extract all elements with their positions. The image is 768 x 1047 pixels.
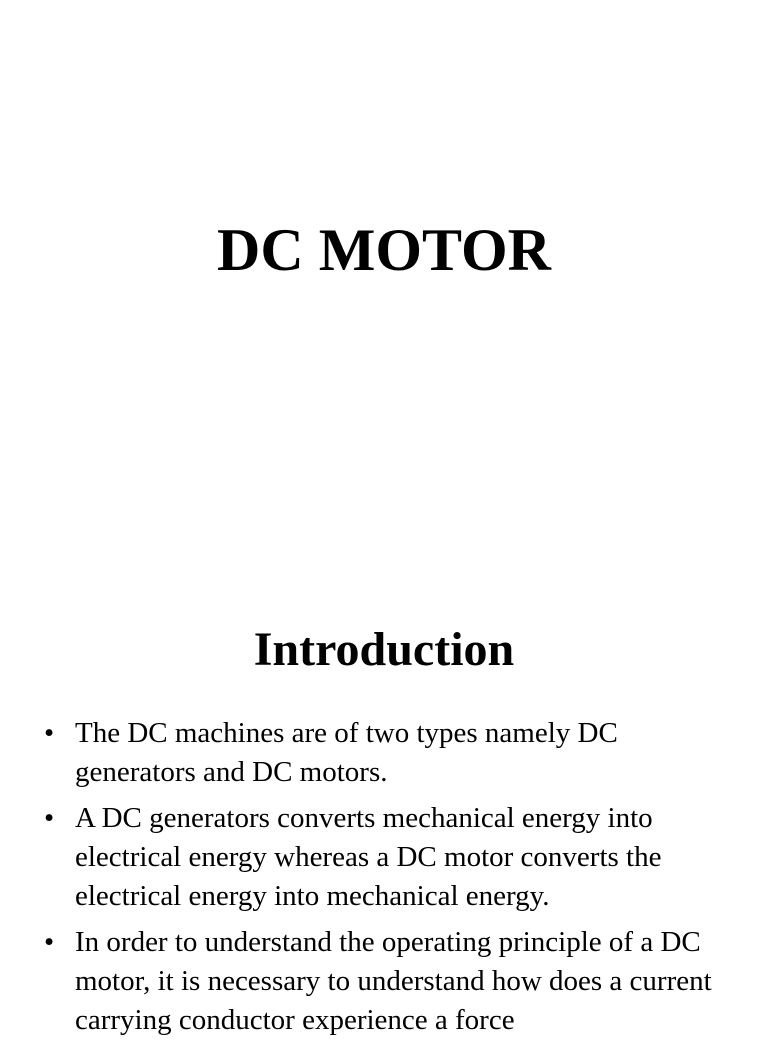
bullet-list [0,714,768,1047]
bullet-dot-icon: • [44,717,55,749]
slide-title: DC MOTOR [217,217,551,283]
bullet-dot-icon: • [44,926,55,958]
bullet-text: In order to understand the operating principle of a DC motor, it is necessary to understand how does a current carrying conductor experience a force [75,926,712,1036]
bullet-item [0,923,768,1040]
bullet-item [0,714,768,792]
bullet-text: The DC machines are of two types namely DC generators and DC motors. [75,717,618,788]
bullet-dot-icon: • [44,802,55,834]
bullet-text: A DC generators converts mechanical energy into electrical energy whereas a DC motor converts the electrical energy into mechanical energy. [75,802,662,912]
bullet-item [0,799,768,916]
section-heading: Introduction [253,623,515,676]
